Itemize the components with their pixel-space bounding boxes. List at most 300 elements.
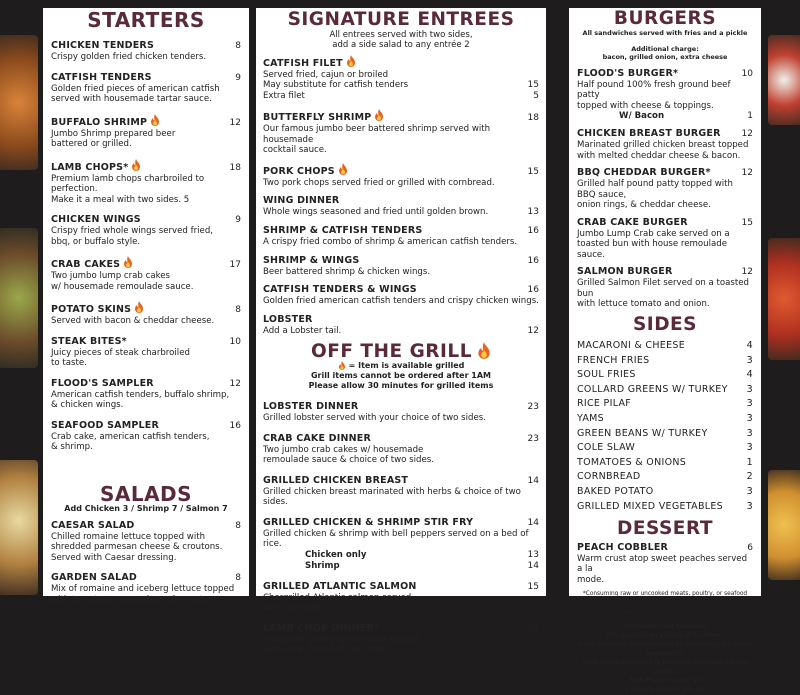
- menu-item-price: 8: [235, 305, 241, 315]
- menu-item: [51, 378, 241, 411]
- side-item-name: CORNBREAD: [577, 471, 641, 483]
- menu-item-description: cocktail sauce.: [263, 145, 327, 155]
- menu-item-description: bbq, or buffalo style.: [51, 236, 141, 247]
- menu-item-description: Whole wings seasoned and fried until golden brown.: [263, 207, 489, 217]
- menu-item-description-line: [51, 282, 241, 293]
- menu-item-description-line: [51, 237, 241, 248]
- menu-item-description: Grilled half pound patty topped with BBQ sauce,: [577, 179, 734, 200]
- menu-item-header: [51, 572, 241, 584]
- side-item-price: 3: [746, 485, 753, 497]
- menu-item-name-text: SEAFOOD SAMPLER: [51, 419, 159, 431]
- menu-item-name-text: CHICKEN BREAST BURGER: [577, 128, 721, 139]
- menu-item-name: [51, 40, 154, 52]
- policy-note: 18% gratuity on parties of 4 or more: [605, 633, 725, 640]
- menu-item-name: [51, 114, 160, 129]
- menu-item: [51, 40, 241, 63]
- menu-item-name-text: STEAK BITES*: [51, 335, 127, 347]
- menu-item-header: [51, 420, 241, 432]
- menu-item-description-line: [51, 52, 241, 63]
- menu-item-description-line: [577, 229, 753, 240]
- menu-item-price: 23: [527, 402, 539, 412]
- side-item-name: YAMS: [577, 412, 604, 424]
- menu-item-name: [51, 214, 141, 226]
- menu-item-price: 9: [235, 215, 241, 225]
- menu-item-name: [51, 159, 141, 174]
- side-item: [577, 470, 753, 485]
- menu-item-name-text: GARDEN SALAD: [51, 572, 137, 583]
- menu-item-name: [51, 420, 159, 432]
- menu-item-price: 16: [527, 285, 539, 295]
- menu-item-name: [577, 128, 721, 140]
- menu-item-description: topped with cheese & toppings.: [577, 100, 714, 111]
- menu-item-description-line: [577, 151, 753, 162]
- flame-icon: [374, 109, 384, 121]
- grill-header: [263, 342, 539, 362]
- menu-item-header: [51, 520, 241, 532]
- menu-item-description-line: [51, 316, 241, 327]
- menu-item-header: [51, 114, 241, 129]
- policy-note: $200 minimum spend in food and beverage for party reservation: [578, 642, 752, 658]
- menu-item-name-text: SALMON BURGER: [577, 266, 673, 277]
- menu-item-option-price: 15: [527, 80, 539, 90]
- dessert-list: [577, 542, 753, 586]
- menu-item-description-line: [263, 267, 539, 278]
- menu-item-header: [577, 128, 753, 140]
- menu-item-name-text: CATFISH FILET: [263, 57, 343, 69]
- menu-item: [263, 581, 539, 614]
- menu-item-description: onion rings, & cheddar cheese.: [577, 200, 711, 210]
- menu-item-price: 14: [527, 517, 539, 528]
- menu-item-name-text: WING DINNER: [263, 195, 340, 206]
- menu-item-header: [263, 433, 539, 445]
- menu-item-description: Premium lamb chops charbroiled to perfection.: [51, 173, 205, 194]
- dessert-title: DESSERT: [617, 518, 713, 540]
- menu-item-name: [51, 256, 133, 271]
- menu-item-name: [51, 301, 144, 316]
- menu-item-name-text: LAMB CHOPS*: [51, 161, 129, 173]
- menu-item-price: 16: [527, 226, 539, 236]
- menu-item-price: 12: [229, 378, 241, 389]
- food-photo-left-bottom: [0, 460, 38, 595]
- side-item: [577, 354, 753, 369]
- food-photo-left-top: [0, 35, 38, 170]
- menu-item-name: [577, 266, 673, 278]
- menu-item-description-line: [577, 200, 753, 211]
- menu-item-description: Golden fried american catfish tenders and crispy chicken wings.: [263, 296, 539, 306]
- menu-item-price: 16: [527, 255, 539, 266]
- menu-item-name-text: CHICKEN WINGS: [51, 214, 141, 225]
- side-item-name: COLE SLAW: [577, 442, 636, 454]
- menu-item-price: 17: [229, 260, 241, 270]
- menu-item: [263, 109, 539, 156]
- menu-item-description-line: [263, 80, 539, 91]
- side-item-name: FRENCH FRIES: [577, 354, 650, 366]
- policies-list: [577, 623, 753, 695]
- menu-item-description-line: [577, 140, 753, 151]
- menu-item: [51, 301, 241, 327]
- side-item-price: 3: [746, 383, 753, 395]
- menu-item-description-line: [577, 179, 753, 200]
- menu-item-header: [263, 401, 539, 413]
- menu-item-header: [51, 159, 241, 174]
- menu-item-description: Extra filet: [263, 91, 305, 101]
- side-item: [577, 485, 753, 500]
- menu-item-description-line: [577, 278, 753, 299]
- entrees-list: [263, 55, 539, 337]
- grill-legend: [263, 361, 539, 371]
- menu-item-price: 12: [741, 129, 753, 139]
- menu-item: [51, 72, 241, 105]
- menu-item-header: [263, 284, 539, 296]
- menu-item: [577, 68, 753, 123]
- menu-item-option-price: 13: [527, 207, 539, 217]
- menu-item-price: 16: [229, 420, 241, 431]
- menu-item-description: Jumbo Shrimp prepared beer: [51, 128, 176, 139]
- menu-item: [51, 159, 241, 206]
- menu-item-description-line: [263, 487, 539, 508]
- food-photo-right-middle: [768, 238, 800, 360]
- menu-item-name-text: PORK CHOPS: [263, 165, 335, 177]
- menu-item-price: 15: [527, 166, 539, 177]
- menu-item-description: Two jumbo crab cakes w/ housemade: [263, 444, 424, 455]
- menu-item-name-text: LOBSTER DINNER: [263, 401, 359, 412]
- menu-item-description: shredded parmesan cheese & croutons.: [51, 542, 223, 552]
- policy-note: $300 minimum spend in food and beverage for the booths: [581, 660, 749, 676]
- menu-item-name-text: GRILLED ATLANTIC SALMON: [263, 580, 417, 592]
- menu-item-description-line: [263, 550, 539, 561]
- menu-item-description-line: [263, 70, 539, 81]
- menu-item-name: [263, 163, 348, 178]
- menu-item-description: Grilled lobster served with your choice of two sides.: [263, 413, 486, 423]
- menu-item-header: [263, 517, 539, 529]
- menu-item-description-line: [51, 226, 241, 237]
- flame-icon: [338, 361, 346, 370]
- flame-icon: [150, 114, 160, 126]
- menu-item: [263, 225, 539, 248]
- menu-item-name: [263, 581, 417, 593]
- menu-item-header: [263, 195, 539, 207]
- menu-item-name: [51, 378, 154, 390]
- menu-item-price: 18: [229, 162, 241, 173]
- side-item: [577, 500, 753, 515]
- menu-item-name-text: CRAB CAKES: [51, 259, 121, 270]
- menu-item-description-line: [577, 575, 753, 586]
- menu-item: [263, 623, 539, 656]
- menu-item: [51, 256, 241, 292]
- menu-item: [51, 572, 241, 605]
- menu-item-price: 12: [229, 117, 241, 128]
- menu-item-description: & chicken wings.: [51, 400, 124, 410]
- side-item-price: 3: [746, 398, 753, 410]
- menu-item-description-line: [263, 124, 539, 145]
- menu-item-name: [263, 517, 473, 529]
- menu-item-description-line: [263, 237, 539, 248]
- menu-item-name: [51, 72, 152, 84]
- menu-item-price: 6: [747, 542, 753, 553]
- menu-item-name: [263, 314, 313, 326]
- grill-note-1: Grill items cannot be ordered after 1AM: [310, 371, 492, 380]
- menu-item-name-text: CATFISH TENDERS: [51, 71, 152, 83]
- menu-item: [263, 284, 539, 307]
- menu-item-description-line: [263, 326, 539, 337]
- menu-item-price: 15: [527, 581, 539, 592]
- menu-item-name: [263, 475, 408, 487]
- policy-note: $10 credit card minimum: [624, 624, 706, 631]
- menu-item-description-line: [51, 390, 241, 401]
- menu-item-header: [51, 301, 241, 316]
- menu-item-header: [51, 72, 241, 84]
- menu-item: [577, 128, 753, 161]
- menu-item-description-line: [263, 178, 539, 189]
- menu-item-description: Grilled chicken & shrimp with bell peppers served on a bed of rice.: [263, 528, 529, 549]
- side-item-price: 3: [746, 427, 753, 439]
- menu-item-price: 15: [741, 217, 753, 228]
- menu-item-description-line: [577, 299, 753, 310]
- side-item-name: BAKED POTATO: [577, 485, 654, 497]
- menu-item-description: Golden fried pieces of american catfish: [51, 83, 220, 94]
- menu-item-description-line: [263, 529, 539, 550]
- menu-item-header: [577, 217, 753, 229]
- menu-item-description-line: [51, 432, 241, 443]
- menu-item-description-line: [263, 455, 539, 466]
- side-item-price: 4: [746, 369, 753, 381]
- menu-item-description-line: [51, 129, 241, 140]
- menu-item-description: Seasoned grilled lamb chops served: [263, 634, 419, 645]
- starters-salads-panel: [43, 8, 249, 605]
- side-item-name: GREEN BEANS W/ TURKEY: [577, 427, 708, 439]
- menu-item-description: remoulade sauce & choice of two sides.: [263, 455, 434, 465]
- menu-item-description-line: [51, 139, 241, 150]
- menu-item-description-line: [51, 532, 241, 543]
- side-item-name: RICE PILAF: [577, 398, 632, 410]
- menu-item-description-line: [263, 593, 539, 604]
- menu-item-description: Chargrilled Atlantic salmon served: [263, 592, 412, 603]
- menu-item-name-text: FLOOD'S SAMPLER: [51, 377, 154, 389]
- menu-item-name-text: CRAB CAKE DINNER: [263, 432, 371, 444]
- entrees-title: SIGNATURE ENTREES: [287, 9, 515, 30]
- menu-item: [51, 214, 241, 247]
- menu-item-name: [263, 55, 356, 70]
- entrees-subtitle-2: add a side salad to any entrée 2: [332, 39, 470, 50]
- menu-item-price: 9: [235, 72, 241, 83]
- menu-item-header: [263, 163, 539, 178]
- menu-item-description-line: [51, 84, 241, 95]
- menu-item-name-text: CAESAR SALAD: [51, 519, 135, 531]
- menu-item-description-line: [51, 584, 241, 595]
- menu-item-description-line: [263, 635, 539, 646]
- menu-item-description: Served with bacon & cheddar cheese.: [51, 316, 215, 326]
- salads-subtitle: Add Chicken 3 / Shrimp 7 / Salmon 7: [64, 503, 228, 513]
- menu-item-price: 8: [235, 573, 241, 583]
- menu-item-header: [263, 255, 539, 267]
- menu-item-description-line: [577, 239, 753, 260]
- menu-item-name: [263, 109, 384, 124]
- menu-item-name-text: POTATO SKINS: [51, 304, 132, 315]
- menu-item-description: A crispy fried combo of shrimp & american catfish tenders.: [263, 237, 518, 247]
- menu-item-description: Marinated grilled chicken breast topped: [577, 140, 749, 150]
- menu-item-header: [263, 475, 539, 487]
- menu-item-description-line: [577, 111, 753, 122]
- menu-item-header: [51, 40, 241, 52]
- menu-item-description: toasted bun with house remoulade sauce.: [577, 239, 728, 260]
- menu-item-description: with your choice of two sides.: [263, 645, 391, 655]
- flame-icon: [338, 163, 348, 175]
- menu-item-description-line: [51, 348, 241, 359]
- burgers-title: BURGERS: [613, 8, 717, 29]
- menu-item-header: [51, 378, 241, 390]
- side-item: [577, 427, 753, 442]
- menu-item-description: to taste.: [51, 358, 87, 368]
- starters-title: STARTERS: [87, 8, 205, 32]
- menu-item-description: Grilled chicken breast marinated with herbs & choice of two sides.: [263, 486, 521, 507]
- menu-item-name: [263, 433, 371, 445]
- menu-item: [51, 114, 241, 150]
- menu-item-description: Beer battered shrimp & chicken wings.: [263, 266, 431, 277]
- menu-item-header: [577, 167, 753, 179]
- menu-item-description-line: [263, 603, 539, 614]
- policy-note: 2 drink minimum per set: [624, 687, 706, 694]
- menu-item: [263, 255, 539, 278]
- menu-item: [263, 401, 539, 424]
- entrees-subtitle-1: All entrees served with two sides,: [329, 29, 473, 40]
- flame-icon: [131, 159, 141, 171]
- menu-item-name-text: SHRIMP & CATFISH TENDERS: [263, 225, 423, 236]
- sides-list: [577, 339, 753, 514]
- menu-item-name-text: LAMB CHOP DINNER*: [263, 622, 380, 634]
- side-item-price: 3: [746, 500, 753, 512]
- menu-item-description-line: [263, 91, 539, 102]
- menu-item-option-price: 12: [527, 325, 539, 336]
- menu-item-price: 8: [235, 520, 241, 531]
- side-item-price: 3: [746, 354, 753, 366]
- menu-item-name-text: SHRIMP & WINGS: [263, 254, 360, 266]
- menu-item-description-line: [577, 554, 753, 575]
- side-item-name: MACARONI & CHEESE: [577, 340, 686, 351]
- menu-item-description: with lettuce tomato and onion.: [577, 299, 710, 309]
- menu-item-name: [577, 167, 711, 179]
- menu-item-price: 10: [229, 336, 241, 347]
- menu-item-name-text: BBQ CHEDDAR BURGER*: [577, 167, 711, 178]
- menu-item-name-text: LOBSTER: [263, 313, 313, 325]
- menu-item-description-line: [51, 358, 241, 369]
- food-photo-right-bottom: [768, 470, 800, 580]
- grill-title: OFF THE GRILL: [310, 340, 472, 362]
- menu-item-description-line: [51, 400, 241, 411]
- menu-item: [263, 55, 539, 103]
- side-item-name: COLLARD GREENS W/ TURKEY: [577, 383, 728, 395]
- menu-item-description-line: [51, 542, 241, 553]
- menu-item-option: Chicken only: [305, 549, 367, 560]
- menu-item-description: Served with Caesar dressing.: [51, 552, 177, 563]
- flame-icon: [123, 256, 133, 268]
- menu-item-description: Half pound 100% fresh ground beef patty: [577, 79, 731, 100]
- menu-item-description: Served fried, cajun or broiled: [263, 69, 389, 80]
- salads-title: SALADS: [99, 481, 193, 506]
- menu-item-description: with tomatoes, cucumbers, & croutons.: [51, 594, 221, 605]
- menu-item-name: [577, 68, 678, 80]
- menu-item-name: [263, 255, 359, 267]
- side-item: [577, 339, 753, 354]
- burgers-subtitle: All sandwiches served with fries and a pickle: [582, 28, 748, 37]
- menu-item-description: Chilled romaine lettuce topped with: [51, 531, 206, 542]
- menu-item-description-line: [51, 271, 241, 282]
- menu-item-name: [51, 572, 137, 584]
- menu-item: [263, 314, 539, 337]
- menu-item: [577, 542, 753, 586]
- menu-item-name-text: CHICKEN TENDERS: [51, 40, 154, 51]
- additional-charge-label: Additional charge:: [631, 44, 699, 53]
- menu-item-description: Crispy fried whole wings served fried,: [51, 226, 214, 236]
- menu-item-header: [263, 314, 539, 326]
- menu-item-header: [263, 581, 539, 593]
- menu-item-description: battered or grilled.: [51, 139, 132, 149]
- grill-list: [263, 401, 539, 656]
- food-warning-2: increase your risk of foodborne illness: [609, 609, 721, 616]
- menu-item-description: Jumbo Lump Crab cake served on a: [577, 228, 730, 239]
- side-item: [577, 456, 753, 471]
- menu-item-description: Mix of romaine and iceberg lettuce topped: [51, 584, 235, 594]
- menu-item-description: & shrimp.: [51, 442, 93, 452]
- menu-item-option: W/ Bacon: [619, 111, 665, 121]
- menu-item-description: Two jumbo lump crab cakes: [51, 271, 171, 281]
- menu-item-description: with melted cheddar cheese & bacon.: [577, 150, 741, 161]
- menu-item-description-line: [263, 445, 539, 456]
- menu-item-header: [263, 623, 539, 635]
- menu-item-description: Make it a meal with two sides. 5: [51, 194, 190, 205]
- menu-item: [263, 475, 539, 508]
- menu-item-description: American catfish tenders, buffalo shrimp,: [51, 389, 230, 400]
- menu-item-description-line: [577, 80, 753, 101]
- menu-item-description: mode.: [577, 574, 605, 585]
- salads-list: [51, 520, 241, 606]
- menu-item-name-text: CATFISH TENDERS & WINGS: [263, 284, 417, 295]
- menu-item-name-text: GRILLED CHICKEN BREAST: [263, 474, 409, 486]
- menu-item: [263, 163, 539, 189]
- side-item: [577, 412, 753, 427]
- menu-item-name: [263, 195, 339, 207]
- menu-item-name-text: BUTTERFLY SHRIMP: [263, 112, 372, 123]
- side-item-price: 4: [746, 340, 753, 351]
- flame-icon: [477, 342, 491, 359]
- side-item-name: SOUL FRIES: [577, 369, 636, 381]
- side-item: [577, 397, 753, 412]
- menu-item: [263, 195, 539, 218]
- side-item-name: TOMATOES & ONIONS: [577, 456, 687, 468]
- side-item-price: 3: [746, 442, 753, 454]
- grill-note-2: Please allow 30 minutes for grilled items: [308, 381, 494, 390]
- menu-item-header: [51, 336, 241, 348]
- menu-item-description: Add a Lobster tail.: [263, 325, 342, 336]
- menu-item-description: w/ housemade remoulade sauce.: [51, 281, 194, 292]
- menu-item-name-text: GRILLED CHICKEN & SHRIMP STIR FRY: [263, 516, 474, 528]
- menu-item-description-line: [51, 94, 241, 105]
- menu-item-price: 10: [741, 68, 753, 79]
- menu-item-name: [263, 401, 358, 413]
- side-item-price: 1: [746, 456, 753, 468]
- menu-item-description-line: [263, 413, 539, 424]
- menu-item-price: 14: [527, 475, 539, 486]
- flame-icon: [346, 55, 356, 67]
- menu-item-description-line: [263, 207, 539, 218]
- menu-item-description: Warm crust atop sweet peaches served a la: [577, 553, 748, 575]
- menu-item-name: [577, 542, 668, 554]
- menu-item: [263, 433, 539, 466]
- menu-item-description: Our famous jumbo beer battered shrimp served with housemade: [263, 124, 491, 145]
- menu-item-option-price: 1: [747, 111, 753, 121]
- side-item: [577, 441, 753, 456]
- menu-item-description-line: [263, 561, 539, 572]
- menu-item-description-line: [51, 442, 241, 453]
